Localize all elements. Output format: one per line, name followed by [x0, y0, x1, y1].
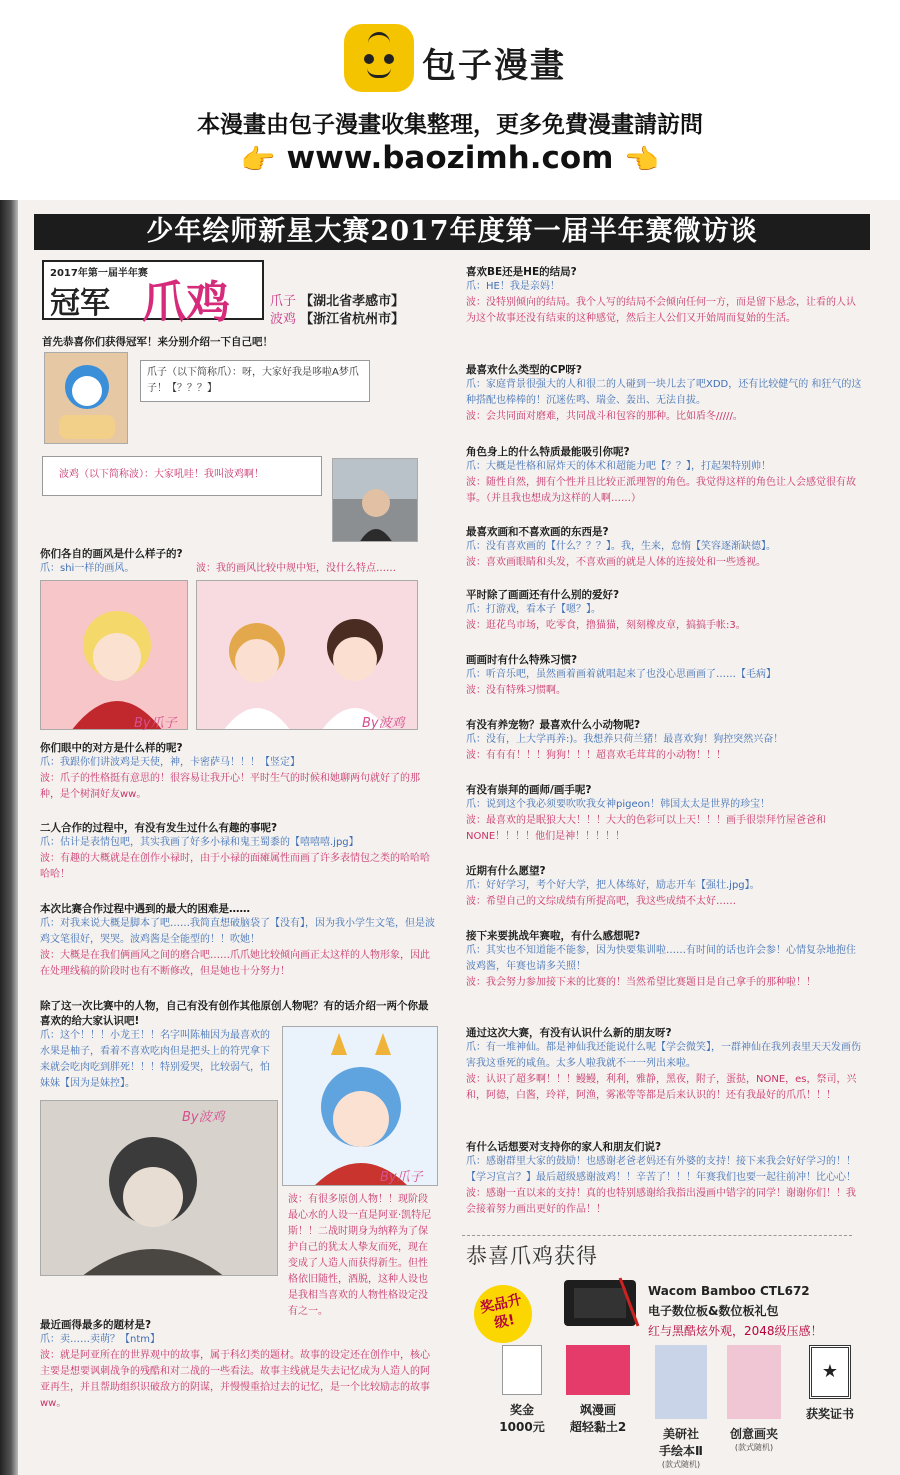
right-a-11: 爪：感谢群里大家的鼓励！也感谢老爸老妈还有外婆的支持！接下来我会好好学习的！！【学习宣言？】最后超级感谢波鸡！！辛苦了！！！年赛我们也要一起往前冲！比心心！ 波：感谢一直以来的支持！真的也特别感谢给我指出漫画中错字的同学！谢谢你们！！我会接着努力画出更好的作品！！ [466, 1156, 856, 1215]
right-q-4: 平时除了画画还有什么别的爱好? [466, 589, 620, 601]
artwork-aya [40, 1100, 278, 1276]
left-a-4-b1: 波：有很多原创人物！！现阶段最心水的人设一直是阿亚·凯特尼斯！！二战时期身为纳粹为了保护自己的犹太人挚友而死，现在变成了人造人而获得新生。但性格依旧随性，酒脱，这种人设也是我相当喜欢的人物性格设定没有之一。 [288, 1194, 432, 1317]
right-q-9: 接下来要挑战年赛啦，有什么感想呢? [466, 930, 641, 942]
artwork-dragon-king [282, 1026, 438, 1186]
prize-item-certificate: ★ 获奖证书 [798, 1345, 862, 1422]
tablet-image [560, 1272, 640, 1332]
right-q-7: 有没有崇拜的画师/画手呢? [466, 784, 592, 796]
prize-item-sketchbook: 美研社 手绘本Ⅱ (款式随机) [650, 1345, 712, 1470]
right-a-6: 爪：没有，上大学再养:)。我想养只荷兰猪！最喜欢狗！狗控突然兴奋！ 波：有有有！！！狗狗！！！超喜欢毛茸茸的小动物！！！ [466, 734, 784, 761]
left-a-0-b: 波：我的画风比较中规中矩，没什么特点…… [196, 563, 396, 574]
artwork-zhuazi [40, 580, 188, 730]
right-a-4: 爪：打游戏，看本子【嗯？】。 波：逛花鸟市场，吃零食，撸猫猫，刻刻橡皮章，搞搞手帐:3。 [466, 604, 746, 631]
pointing-hand-right-icon: 👉 [240, 143, 276, 176]
intro-zhuazi-bubble [140, 360, 370, 402]
right-a-2: 爪：大概是性格和屌炸天的体术和超能力吧【？？】，打起架特别帅！ 波：随性自然，拥有个性并且比较正派理智的角色。我觉得这样的角色让人会感觉很有故事。（并且我也想成为这样的人啊……） [466, 461, 856, 504]
caption-by-zhuazi-2: By爪子 [380, 1170, 423, 1185]
right-q-1: 最喜欢什么类型的CP呀? [466, 364, 582, 376]
left-q-3: 本次比赛合作过程中遇到的最大的困难是…… [40, 903, 250, 915]
left-q-1: 你们眼中的对方是什么样的呢? [40, 742, 183, 754]
left-a-4-z: 爪：这个！！！小龙王！！名字叫陈柚因为最喜欢的水果是柚子，看着不喜欢吃肉但是把头上的符咒拿下来就会吃肉吃到胖死！！！特别爱哭，比较弱气，怕妹妹【因为是妹控】。 [40, 1030, 270, 1089]
page-spine [0, 200, 18, 1475]
right-a-8: 爪：好好学习，考个好大学，把人体练好，励志开车【强壮.jpg】。 波：希望自己的文综成绩有所提高吧，我这些成绩不太好…… [466, 880, 760, 907]
prize-title: 恭喜爪鸡获得 [466, 1244, 598, 1268]
caption-by-zhuazi: By爪子 [134, 716, 177, 731]
pointing-hand-left-icon: 👈 [624, 143, 660, 176]
boji-avatar-photo [332, 458, 418, 542]
right-a-0: 爪：HE！我是亲妈！ 波：没特别倾向的结局。我个人写的结局不会倾向任何一方，而是留下悬念，让看的人认为这个故事还没有结束的这种感觉，然后主人公们又开始周而复始的生活。 [466, 281, 856, 324]
right-q-0: 喜欢BE还是HE的结局? [466, 266, 577, 278]
right-a-3: 爪：没有喜欢画的【什么？？？】。我，生来，怠惰【笑容逐渐缺德】。 波：喜欢画眼睛和头发，不喜欢画的就是人体的连接处和一些透视。 [466, 541, 776, 568]
right-q-2: 角色身上的什么特质最能吸引你呢? [466, 446, 630, 458]
right-a-5: 爪：听音乐吧，虽然画着画着就唱起来了也没心思画画了……【毛病】 波：没有特殊习惯啊。 [466, 669, 776, 696]
prize-item-clay: 飒漫画 超轻黏土2 [560, 1345, 636, 1435]
right-q-3: 最喜欢画和不喜欢画的东西是? [466, 526, 609, 538]
artwork-boji [196, 580, 418, 730]
right-a-7: 爪：说到这个我必须要吹吹我女神pigeon！韩国太太是世界的珍宝！ 波：最喜欢的是眠狼大大！！！大大的色彩可以上天！！！画手很崇拜竹屋爸爸和NONE！！！！他们是神！！！！！ [466, 799, 826, 842]
baozi-logo-icon[interactable] [344, 24, 414, 92]
badge-champion: 冠军 [50, 286, 110, 321]
site-header [0, 0, 900, 200]
caption-by-boji: By波鸡 [362, 716, 405, 731]
prize-product-sub: 电子数位板&数位板礼包 [648, 1304, 779, 1318]
right-q-5: 画画时有什么特殊习惯? [466, 654, 578, 666]
right-q-6: 有没有养宠物？最喜欢什么小动物呢? [466, 719, 641, 731]
right-a-9: 爪：其实也不知道能不能参，因为快要集训啦……有时间的话也许会参！心情复杂地抱住波鸡酱，年赛也请多关照！ 波：我会努力参加接下来的比赛的！当然希望比赛题目是自己拿手的那种啦！！ [466, 945, 856, 988]
person-zhuazi: 爪子 【湖北省孝感市】 [270, 294, 405, 309]
right-q-8: 近期有什么愿望? [466, 865, 546, 877]
left-a-5: 爪：卖……卖萌？【ntm】 波：就是阿亚所在的世界观中的故事，属于科幻类的题材。故事的设定还在创作中，核心主要是想要讽刺战争的残酷和对二战的一些看法。故事主线就是失去记忆成为人造人的阿亚再生，并且帮助组织识破敌方的阴谋，并慢慢重拾过去的记忆，是一个比较励志的故事ww。 [40, 1334, 430, 1409]
right-q-11: 有什么话想要对支持你的家人和朋友们说? [466, 1141, 662, 1153]
prize-upgrade-badge: 奖品升级! [469, 1280, 538, 1349]
brand-name[interactable]: 包子漫畫 [422, 46, 566, 86]
left-q-2: 二人合作的过程中，有没有发生过什么有趣的事呢? [40, 822, 278, 834]
right-q-10: 通过这次大赛，有没有认识什么新的朋友呀? [466, 1027, 672, 1039]
left-a-0-z: 爪：shi一样的画风。 [40, 563, 135, 574]
intro-zhuazi-text: 爪子（以下简称爪）：呀，大家好我是哆啦A梦爪子！【？？？】 [147, 367, 359, 394]
site-url-row [0, 140, 900, 176]
tagline: 本漫畫由包子漫畫收集整理，更多免費漫畫請訪問 [197, 112, 703, 138]
caption-by-boji-2: By波鸡 [182, 1110, 225, 1125]
left-q-5: 最近画得最多的题材是? [40, 1319, 152, 1331]
site-url-link[interactable]: www.baozimh.com [286, 140, 614, 176]
right-a-1: 爪：家庭背景很强大的人和很二的人碰到一块儿去了吧XDD，还有比较健气的 和狂气的这种搭配也棒棒的！沉迷佐鸣、瑞金、轰出、无法自拔。 波：会共同面对磨难，共同战斗和包容的那种。比如盾冬/////。 [466, 379, 862, 422]
badge-name: 爪鸡 [142, 277, 230, 328]
prize-spec: 红与黑酷炫外观，2048级压感！ [648, 1324, 823, 1338]
person-boji: 波鸡 【浙江省杭州市】 [270, 312, 405, 327]
zhuazi-avatar-photo [44, 352, 128, 444]
left-a-3: 爪：对我来说大概是脚本了吧……我简直想破脑袋了【没有】，因为我小学生文笔，但是波鸡文笔很好，哭哭。波鸡酱是全能型的！！吹她！ 波：大概是在我们俩画风之间的磨合吧……爪爪她比较倾向画正太这样的人物形象，因此在处理线稿的阶段时也有不断修改，但是她也十分努力！ [40, 918, 435, 977]
intro-question: 首先恭喜你们获得冠军！来分别介绍一下自己吧！ [42, 336, 273, 348]
prize-item-folder: 创意画夹 (款式随机) [722, 1345, 786, 1453]
left-q-4: 除了这一次比赛中的人物，自己有没有创作其他原创人物呢？有的话介绍一两个你最喜欢的给大家认识吧! [40, 1000, 429, 1027]
intro-boji-text: 波鸡（以下简称波）：大家吼哇！我叫波鸡啊！ [59, 469, 264, 480]
left-a-1: 爪：我跟你们讲波鸡是天使，神，卡密萨马！！！【竖定】 波：爪子的性格挺有意思的！很容易让我开心！平时生气的时候和她聊两句就好了的那种，是个树洞好友ww。 [40, 757, 420, 800]
badge-year: 2017年第一届半年赛 [50, 268, 148, 279]
prize-item-cash: 奖金 1000元 [494, 1345, 550, 1435]
prize-divider [462, 1235, 852, 1236]
left-q-0: 你们各自的画风是什么样子的? [40, 548, 183, 560]
magazine-page [0, 200, 900, 1475]
intro-boji-bubble [42, 456, 322, 496]
left-a-2: 爪：估计是表情包吧，其实我画了好多小禄和鬼王蜀黍的【嘻嘻嘻.jpg】 波：有趣的大概就是在创作小禄时，由于小禄的面瘫属性而画了许多表情包之类的哈哈哈哈哈！ [40, 837, 430, 880]
prize-product-name: Wacom Bamboo CTL672 [648, 1284, 810, 1298]
page-banner: 少年绘师新星大赛2017年度第一届半年赛微访谈 [34, 214, 870, 250]
champion-badge [42, 260, 264, 328]
right-a-10: 爪：有一堆神仙。都是神仙我还能说什么呢【学会微笑】，一群神仙在我列表里天天发画伤害我这垂死的咸鱼。太多人啦我就不一一列出来啦。 波：认识了超多啊！！！鳗鳗，利利，雅静，黑夜，附子，蛋挞，NONE，es，祭司，兴和，阿德，白酱，玲祥，阿渔，雾凇等等都是后来认识的！还有我最好的爪爪！！！ [466, 1042, 861, 1101]
